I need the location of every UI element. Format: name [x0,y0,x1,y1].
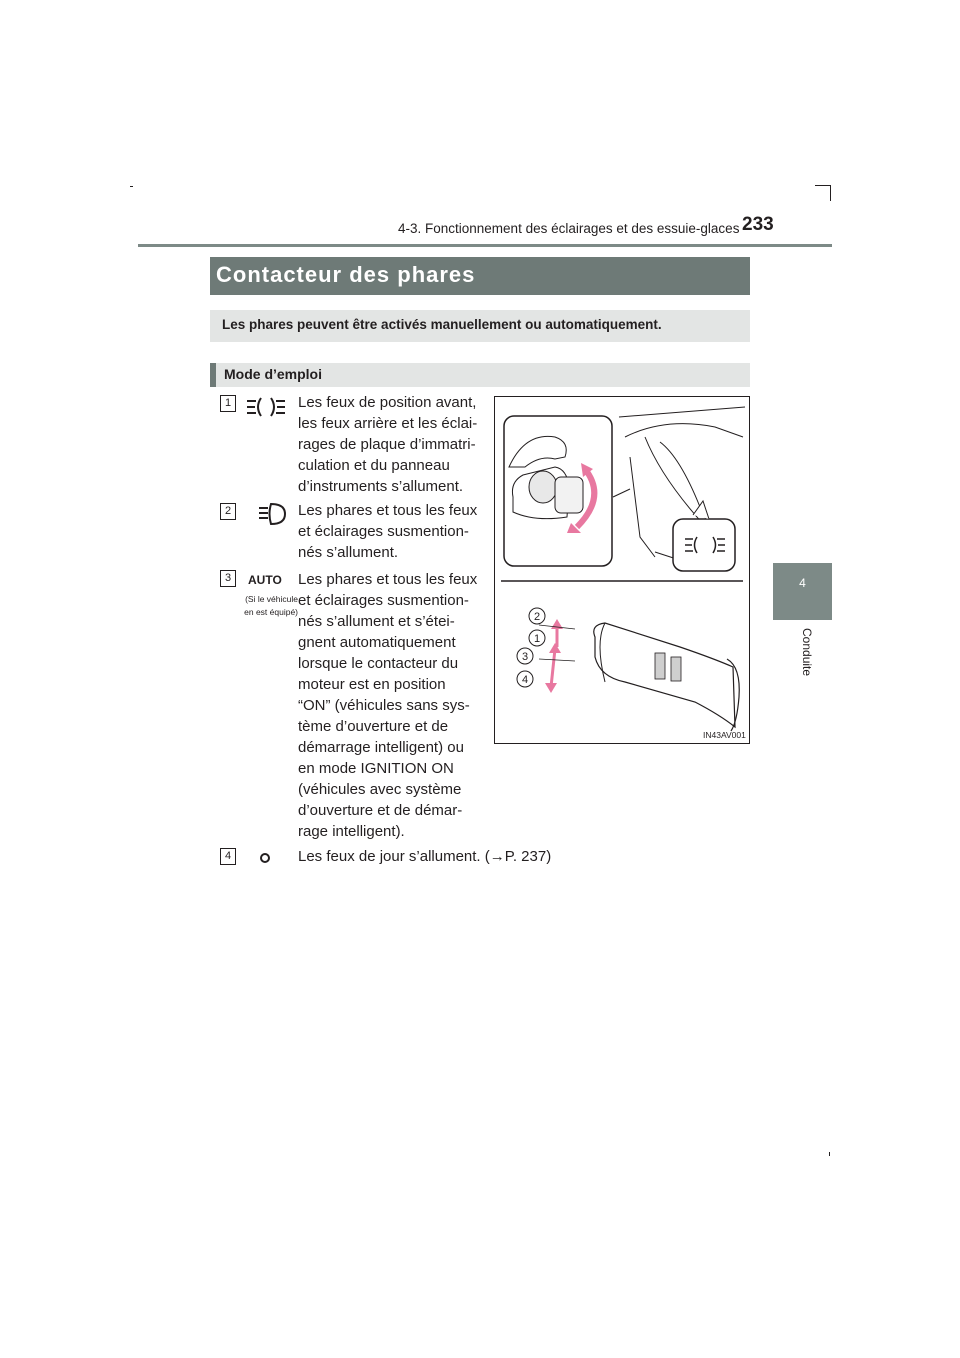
chapter-label: Conduite [800,628,814,677]
item-number-2: 2 [220,503,236,520]
headlights-icon [258,501,288,527]
header-rule [138,244,832,247]
auto-icon: AUTO [248,573,282,587]
item-2-description: Les phares et tous les feux et éclairages susmention- nés s’allument. [298,502,478,561]
crop-mark [829,1152,830,1156]
item-number-1: 1 [220,395,236,412]
item-4-description: Les feux de jour s’allument. (→P. 237) [298,848,552,865]
callout-1: 1 [533,633,541,645]
subsection-title: Mode d’emploi [224,366,322,382]
intro-text: Les phares peuvent être activés manuellement ou automatiquement. [222,317,662,332]
callout-2: 2 [533,611,541,623]
item-number-3: 3 [220,570,236,587]
callout-3: 3 [521,651,529,663]
position-lights-icon [244,394,288,420]
running-header: 4-3. Fonctionnement des éclairages et des essuie-glaces [398,221,740,236]
item-number-4: 4 [220,848,236,865]
item-1-description: Les feux de position avant, les feux arrière et les éclai- rages de plaque d’immatri- culation et du panneau d’instruments s’allument. [298,394,478,495]
chapter-tab[interactable] [773,563,832,620]
equipment-note: (Si le véhicule en est équipé) [244,594,298,617]
figure-illustration [495,397,749,743]
subsection-accent [210,363,216,387]
chapter-number: 4 [799,576,806,590]
crop-mark [130,186,133,187]
page-number: 233 [742,214,774,235]
figure-code: IN43AV001 [703,730,746,740]
item-3-description: Les phares et tous les feux et éclairages susmention- nés s’allument et s’étei- gnent automatiquement lorsque le contacteur du moteur est en position “ON” (véhicules sans sys- tème d’ouverture et de démarrage intelligent) ou en mode IGNITION ON (véhicules avec système d’ouverture et de démar- rage intelligent). [298,571,478,840]
crop-mark [830,185,831,201]
daytime-running-lights-icon [259,852,271,864]
crop-mark [815,185,831,186]
headlight-switch-figure [494,396,750,744]
page-title: Contacteur des phares [216,262,476,287]
callout-4: 4 [521,674,529,686]
